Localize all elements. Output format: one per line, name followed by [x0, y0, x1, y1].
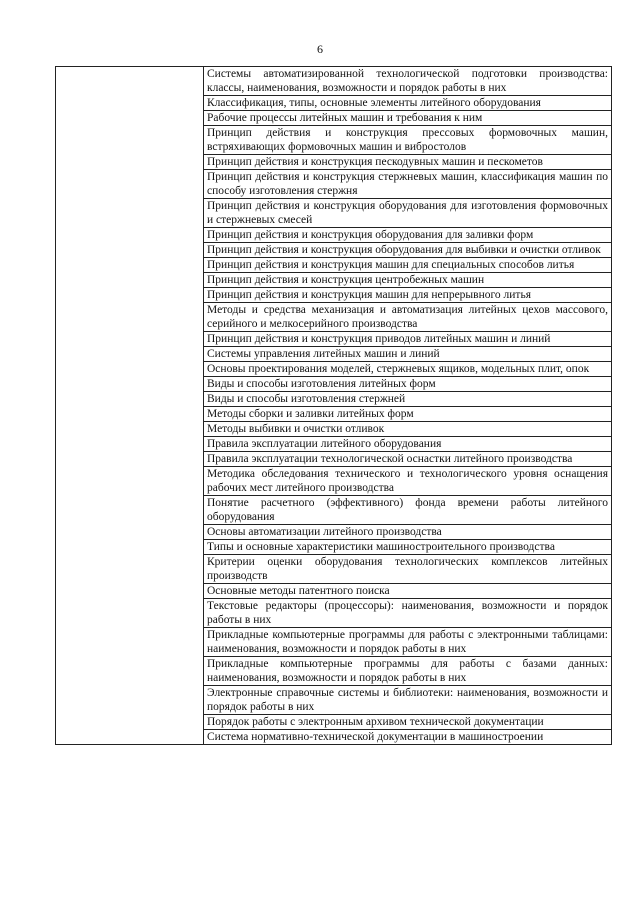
table-cell: Принцип действия и конструкция оборудования для заливки форм: [204, 228, 612, 243]
table-cell: Виды и способы изготовления литейных форм: [204, 377, 612, 392]
table-cell: Основные методы патентного поиска: [204, 584, 612, 599]
table-cell: Системы автоматизированной технологической подготовки производства: классы, наименования, возможности и порядок работы в них: [204, 67, 612, 96]
table-cell: Методы выбивки и очистки отливок: [204, 422, 612, 437]
table-cell: Принцип действия и конструкция стержневых машин, классификация машин по способу изготовления стержня: [204, 170, 612, 199]
table-cell: Система нормативно-технической документации в машиностроении: [204, 730, 612, 745]
table-cell: Рабочие процессы литейных машин и требования к ним: [204, 111, 612, 126]
table-cell: Текстовые редакторы (процессоры): наименования, возможности и порядок работы в них: [204, 599, 612, 628]
table-cell: Прикладные компьютерные программы для работы с электронными таблицами: наименования, возможности и порядок работы в них: [204, 628, 612, 657]
table-cell: Принцип действия и конструкция оборудования для изготовления формовочных и стержневых смесей: [204, 199, 612, 228]
page-number: 6: [317, 42, 323, 56]
table-cell: Критерии оценки оборудования технологических комплексов литейных производств: [204, 555, 612, 584]
table-cell: Классификация, типы, основные элементы литейного оборудования: [204, 96, 612, 111]
table-cell: Понятие расчетного (эффективного) фонда времени работы литейного оборудования: [204, 496, 612, 525]
table-cell: Системы управления литейных машин и линий: [204, 347, 612, 362]
table-cell: Принцип действия и конструкция машин для специальных способов литья: [204, 258, 612, 273]
table-cell: Принцип действия и конструкция оборудования для выбивки и очистки отливок: [204, 243, 612, 258]
table-cell: Порядок работы с электронным архивом технической документации: [204, 715, 612, 730]
knowledge-table: [55, 66, 612, 745]
table-row: [56, 67, 612, 96]
table-cell: Правила эксплуатации технологической оснастки литейного производства: [204, 452, 612, 467]
table-cell: Основы проектирования моделей, стержневых ящиков, модельных плит, опок: [204, 362, 612, 377]
table-cell: Методы и средства механизация и автоматизация литейных цехов массового, серийного и мелкосерийного производства: [204, 303, 612, 332]
table-cell: Принцип действия и конструкция прессовых формовочных машин, встряхивающих формовочных машин и вибростолов: [204, 126, 612, 155]
table-cell: Прикладные компьютерные программы для работы с базами данных: наименования, возможности и порядок работы в них: [204, 657, 612, 686]
table-cell: Методика обследования технического и технологического уровня оснащения рабочих мест литейного производства: [204, 467, 612, 496]
table-cell: Принцип действия и конструкция приводов литейных машин и линий: [204, 332, 612, 347]
knowledge-table-body: [56, 67, 612, 745]
table-cell: Электронные справочные системы и библиотеки: наименования, возможности и порядок работы в них: [204, 686, 612, 715]
left-column-cell: [56, 67, 204, 745]
table-cell: Типы и основные характеристики машиностроительного производства: [204, 540, 612, 555]
table-cell: Принцип действия и конструкция пескодувных машин и пескометов: [204, 155, 612, 170]
table-cell: Виды и способы изготовления стержней: [204, 392, 612, 407]
table-cell: Основы автоматизации литейного производства: [204, 525, 612, 540]
table-cell: Принцип действия и конструкция центробежных машин: [204, 273, 612, 288]
table-cell: Принцип действия и конструкция машин для непрерывного литья: [204, 288, 612, 303]
table-cell: Правила эксплуатации литейного оборудования: [204, 437, 612, 452]
table-cell: Методы сборки и заливки литейных форм: [204, 407, 612, 422]
